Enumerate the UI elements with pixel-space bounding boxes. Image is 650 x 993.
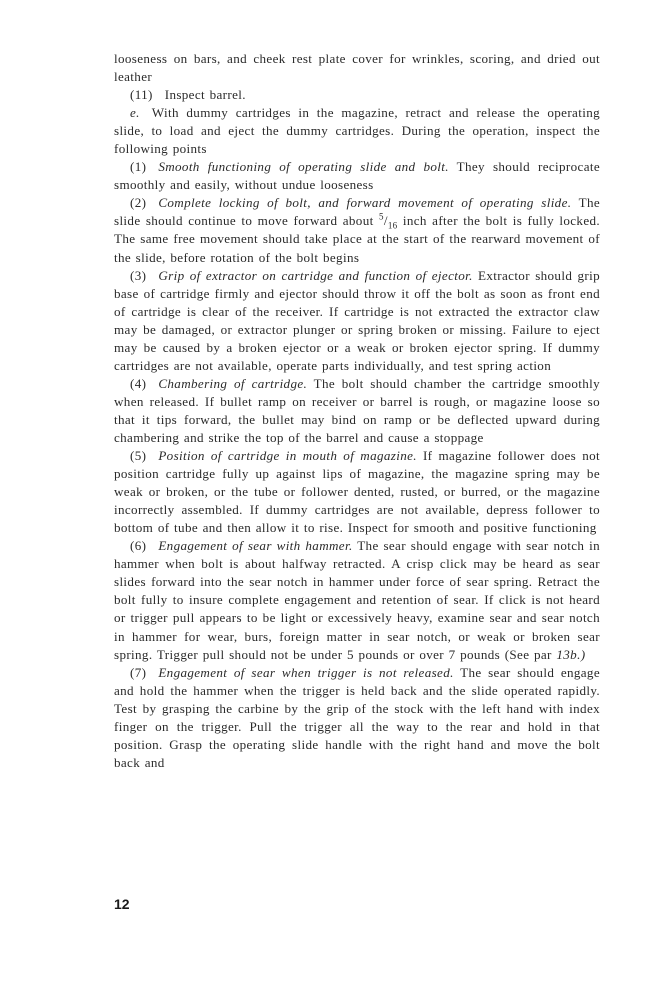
item-2-text-b: inch after the bolt is fully locked. The same free movement should take place at the start of the rearward movement of the slide, before rotation of the bolt begins — [114, 213, 600, 265]
item-2-text-a: The slide should continue to move forward about — [114, 195, 601, 229]
item-3-number: (3) — [130, 267, 147, 283]
item-4-number: (4) — [130, 375, 147, 391]
item-6-ref-prefix: (See par — [504, 646, 552, 662]
item-2-title: Complete locking of bolt, and forward movement of operating slide. — [158, 195, 572, 211]
page-number: 12 — [114, 896, 130, 912]
item-3 — [114, 267, 600, 375]
item-1-title: Smooth functioning of operating slide and bolt. — [158, 159, 449, 175]
item-7-text: The sear should engage and hold the hammer when the trigger is held back and the slide operated rapidly. Test by grasping the carbine by the grip of the stock with the left hand with index finger on the trigger. Pull the trigger all the way to the rear and hold in that position. Grasp the operating slide handle with the right hand and move the bolt back and — [114, 664, 600, 770]
item-5 — [114, 447, 600, 537]
item-2: (2) Complete locking of bolt, and forward movement of operating slide. The slide should continue to move forward about $^5/_{16}$ inch after the bolt is fully locked. The same free movement should take place at the start of the rearward movement of the slide, before rotation of the bolt begins — [114, 195, 601, 265]
paragraph-e-label: e. — [130, 105, 140, 121]
item-4-title: Chambering of cartridge. — [158, 375, 308, 391]
item-11-number: (11) — [130, 87, 153, 103]
item-7-number: (7) — [130, 664, 147, 680]
item-1-number: (1) — [130, 159, 147, 175]
item-5-title: Position of cartridge in mouth of magazine. — [158, 448, 417, 464]
item-6-text: The sear should engage with sear notch in hammer when bolt is about halfway retracted. A crisp click may be heard as sear slides forward into the sear notch in hammer under force of sear spring. Retract the bolt fully to insure complete engagement and retention of sear. If click is not heard or trigger pull appears to be light or excessively heavy, examine sear and sear notch in hammer for wear, burs, foreign matter in sear notch, or weak or broken sear spring. Trigger pull should not be under 5 pounds or over 7 pounds — [114, 538, 600, 662]
item-1-text: They should reciprocate smoothly and easily, without undue looseness — [114, 159, 601, 193]
item-6-ref: 13b.) — [556, 646, 586, 662]
document-body — [114, 50, 600, 772]
item-3-title: Grip of extractor on cartridge and function of ejector. — [158, 267, 473, 283]
item-11-text: Inspect barrel. — [164, 87, 246, 103]
item-4 — [114, 375, 600, 447]
item-3-text: Extractor should grip base of cartridge firmly and ejector should throw it off the bolt as soon as front end of cartridge is clear of the receiver. If cartridge is not extracted the extractor claw may be damaged, or extractor plunger or spring broken or missing. Failure to eject may be caused by a broken ejector or a weak or broken ejector spring. If dummy cartridges are not available, operate parts individually, and test spring action — [114, 267, 601, 373]
item-5-text: If magazine follower does not position cartridge fully up against lips of magazine, the magazine spring may be weak or broken, or the tube or follower dented, rusted, or burred, or the magazine incorrectly assembled. If dummy cartridges are not available, depress follower to bottom of tube and then allow it to rise. Inspect for smooth and positive functioning — [114, 448, 600, 536]
item-6-title: Engagement of sear with hammer. — [158, 538, 353, 554]
fraction-denominator: 16 — [387, 221, 398, 232]
item-2-number: (2) — [130, 195, 147, 211]
fraction-numerator: 5 — [378, 212, 384, 223]
item-5-number: (5) — [130, 448, 147, 464]
item-4-text: The bolt should chamber the cartridge smoothly when released. If bullet ramp on receiver or barrel is rough, or magazine loose so that it tips forward, the bullet may bind on ramp or be deflected upward during chambering and strike the top of the barrel and cause a stoppage — [114, 375, 601, 445]
paragraph-e — [114, 104, 600, 158]
item-7 — [114, 664, 600, 772]
intro-paragraph: looseness on bars, and cheek rest plate cover for wrinkles, scoring, and dried out leather — [114, 51, 600, 85]
paragraph-e-text: With dummy cartridges in the magazine, retract and release the operating slide, to load and eject the dummy cartridges. During the operation, inspect the following points — [114, 105, 600, 157]
item-1 — [114, 158, 600, 194]
item-6-number: (6) — [130, 538, 147, 554]
item-11 — [114, 86, 600, 104]
item-6 — [114, 537, 600, 663]
item-7-title: Engagement of sear when trigger is not released. — [158, 664, 454, 680]
